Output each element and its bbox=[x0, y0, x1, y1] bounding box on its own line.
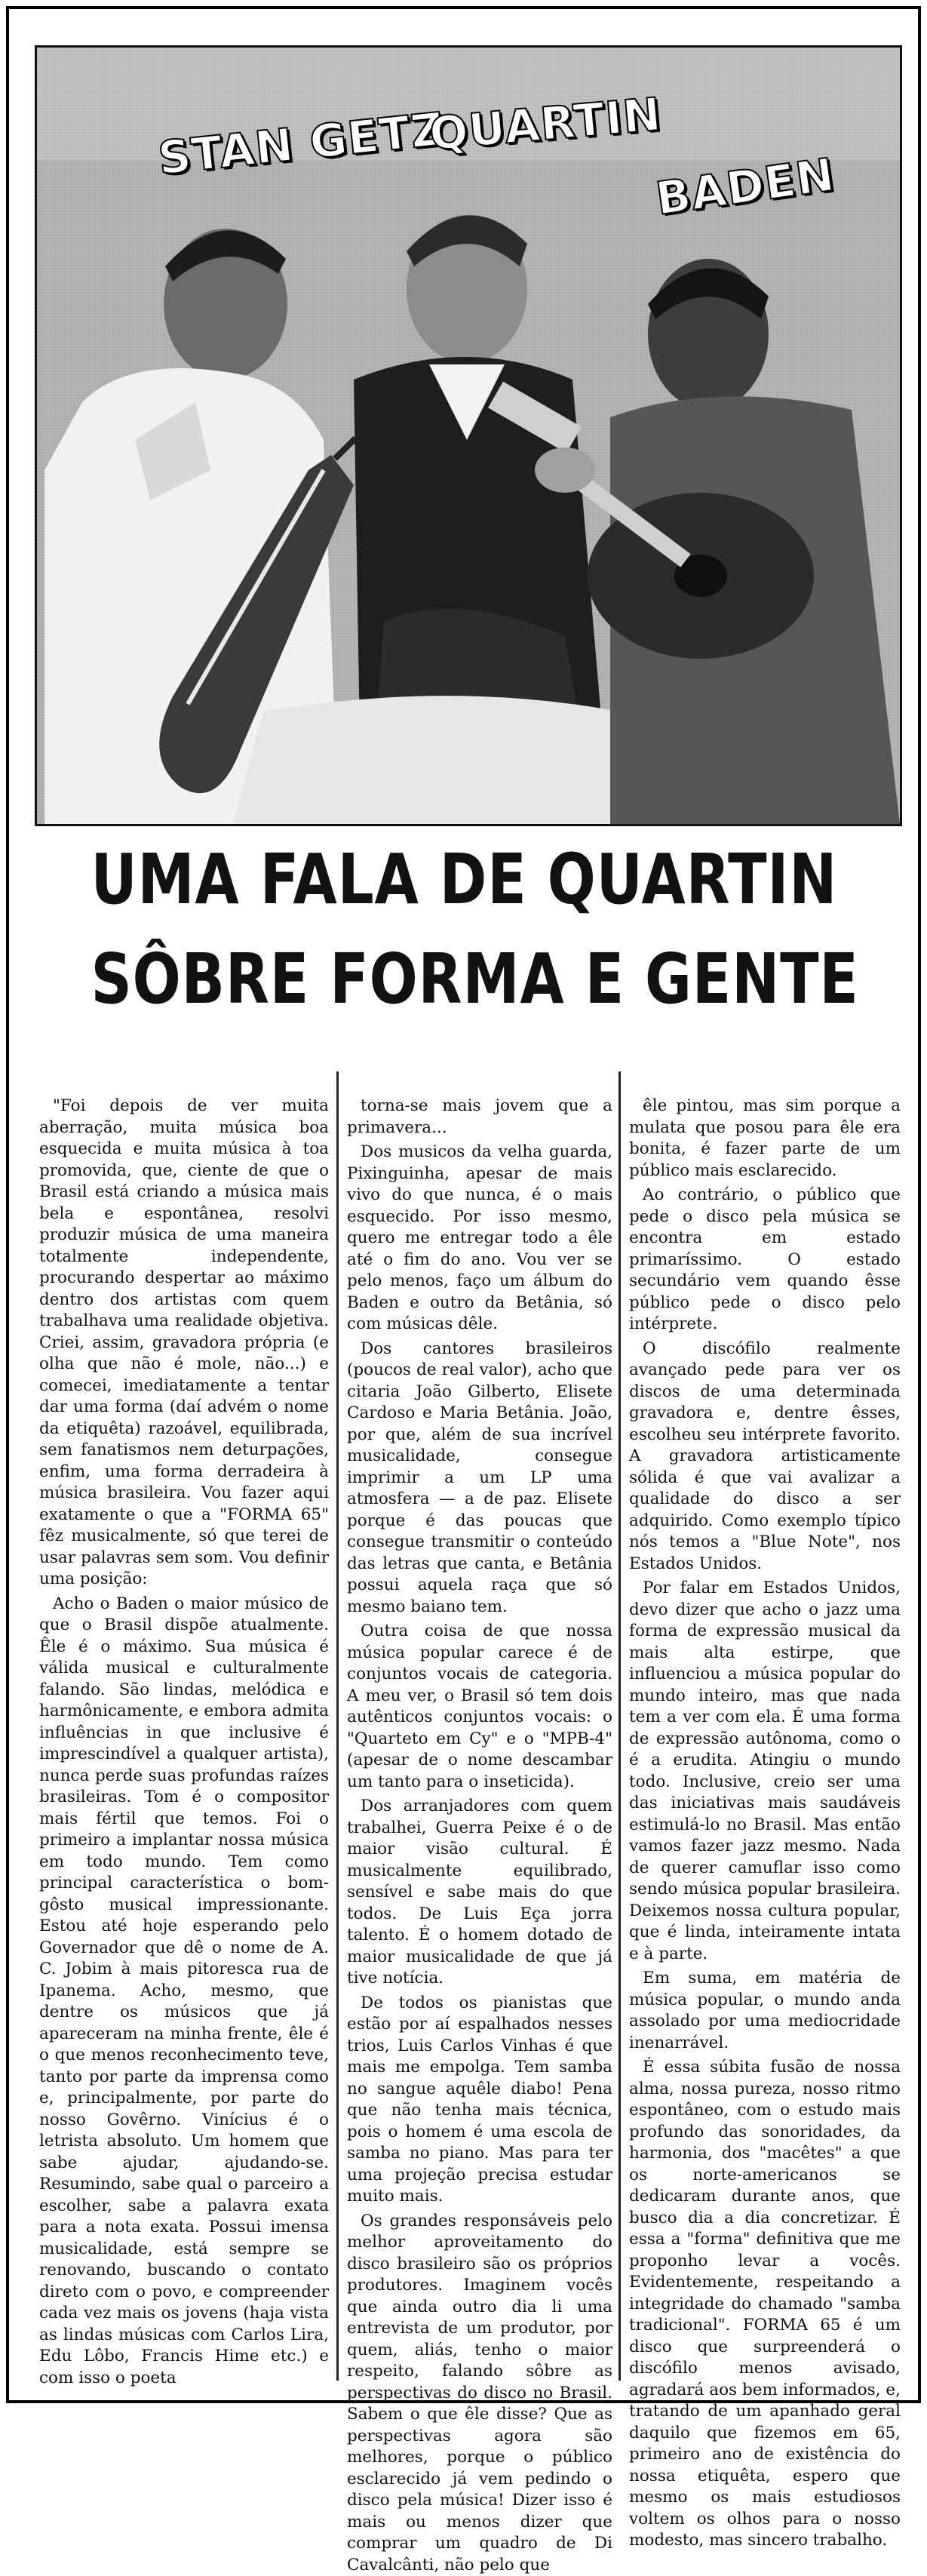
paragraph: Dos arranjadores com quem trabalhei, Guerra Peixe é o de maior visão cultural. É musicalmente equilibrado, sensível e sabe mais do que todos. De Luis Eça jorra talento. É o homem dotado de maior musicalidade de que já tive notícia. bbox=[347, 1796, 612, 1990]
paragraph: torna-se mais jovem que a primavera... bbox=[347, 1096, 612, 1139]
article-column-3 bbox=[629, 1096, 901, 2382]
paragraph: Outra coisa de que nossa música popular carece é de conjuntos vocais de categoria. A meu ver, o Brasil só tem dois autênticos conjuntos vocais: o "Quarteto em Cy" e o "MPB-4" (apesar de o nome descambar um tanto para o inseticida). bbox=[347, 1621, 612, 1793]
paragraph: êle pintou, mas sim porque a mulata que posou para êle era bonita, é fazer parte de um público mais esclarecido. bbox=[629, 1096, 901, 1182]
photo-label-quartin: QUARTIN bbox=[428, 92, 663, 158]
photo-label-stan-getz: STAN GETZ bbox=[156, 106, 447, 181]
article-column-2 bbox=[347, 1096, 612, 2382]
headline-line-1: UMA FALA DE QUARTIN bbox=[91, 845, 836, 915]
paragraph: De todos os pianistas que estão por aí espalhados nesses trios, Luis Carlos Vinhas é que mais me empolga. Tem samba no sangue aquêle diabo! Pena que não tenha mais técnica, pois o homem é uma escola de samba no piano. Mas para ter uma projeção precisa estudar muito mais. bbox=[347, 1993, 612, 2208]
paragraph: Em suma, em matéria de música popular, o mundo anda assolado por uma mediocridade inenarrável. bbox=[629, 1968, 901, 2054]
paragraph: Dos musicos da velha guarda, Pixinguinha, apesar de mais vivo do que nunca, é o mais esquecido. Por isso mesmo, quero me entregar todo a êle até o fim do ano. Vou ver se pelo menos, faço um álbum do Baden e outro da Betânia, só com músicas dêle. bbox=[347, 1142, 612, 1336]
paragraph: "Foi depois de ver muita aberração, muita música boa esquecida e muita música à toa promovida, que, ciente de que o Brasil está criando a música mais bela e espontânea, resolvi produzir música de uma maneira totalmente independente, procurando despertar ao máximo dentro dos artistas com quem trabalhava uma realidade objetiva. Criei, assim, gravadora própria (e olha que não é mole, não...) e comecei, imediatamente a tentar dar uma forma (daí advém o nome da etiquêta) razoável, equilibrada, sem fanatismos nem deturpações, enfim, uma forma derradeira à música brasileira. Vou fazer aqui exatamente o que a "FORMA 65" fêz musicalmente, só que terei de usar palavras sem som. Vou definir uma posição: bbox=[39, 1096, 329, 1591]
newspaper-clipping bbox=[6, 6, 921, 2403]
headline-line-2: SÔBRE FORMA E GENTE bbox=[91, 945, 836, 1014]
paragraph: Dos cantores brasileiros (poucos de real valor), acho que citaria João Gilberto, Elisete Cardoso e Maria Betânia. João, por que, além de sua incrível musicalidade, consegue imprimir a um LP uma atmosfera — a de paz. Elisete porque é das poucas que consegue transmitir o conteúdo das letras que canta, e Betânia possui aquela raça que só mesmo baiano tem. bbox=[347, 1339, 612, 1618]
photo-label-baden: BADEN bbox=[653, 152, 837, 223]
column-divider bbox=[619, 1071, 621, 2381]
article-photo bbox=[35, 45, 902, 826]
paragraph: O discófilo realmente avançado pede para ver os discos de uma determinada gravadora e, dentre êsses, escolheu seu intérprete favorito. A gravadora artisticamente sólida é que vai avalizar a qualidade do disco a ser adquirido. Como exemplo típico nós temos a "Blue Note", nos Estados Unidos. bbox=[629, 1339, 901, 1575]
paragraph: Acho o Baden o maior músico de que o Brasil dispõe atualmente. Êle é o máximo. Sua música é válida musical e culturalmente falando. São lindas, melódica e harmônicamente, e embora admita influências in que inclusive é imprescindível a qualquer artista), nunca perde suas profundas raízes brasileiras. Tom é o compositor mais fértil que temos. Foi o primeiro a implantar nossa música em todo mundo. Tem como principal característica o bom-gôsto musical impressionante. Estou até hoje esperando pelo Governador que dê o nome de A. C. Jobim à mais pitoresca rua de Ipanema. Acho, mesmo, que dentre os músicos que já apareceram na minha frente, êle é o que menos reconhecimento teve, tanto por parte da imprensa como e, principalmente, por parte do nosso Govêrno. Vinícius é o letrista absoluto. Um homem que sabe ajudar, ajudando-se. Resumindo, sabe qual o parceiro a escolher, sabe a palavra exata para a nota exata. Possui imensa musicalidade, está sempre se renovando, buscando o contato direto com o povo, e compreender cada vez mais os jovens (haja vista as lindas músicas com Carlos Lira, Edu Lôbo, Francis Hime etc.) e com isso o poeta bbox=[39, 1594, 329, 2390]
article-column-1 bbox=[39, 1096, 329, 2382]
paragraph: Os grandes responsáveis pelo melhor aproveitamento do disco brasileiro são os próprios produtores. Imaginem vocês que ainda outro dia li uma entrevista de um produtor, por quem, aliás, tenho o maior respeito, falando sôbre as perspectivas do disco no Brasil. Sabem o que êle disse? Que as perspectivas agora são melhores, porque o público esclarecido já vem pedindo o disco pela música! Dizer isso é mais ou menos dizer que comprar um quadro de Di Cavalcânti, não pelo que bbox=[347, 2211, 612, 2576]
paragraph: Ao contrário, o público que pede o disco pela música se encontra em estado primaríssimo. O estado secundário vem quando êsse público pede o disco pelo intérprete. bbox=[629, 1185, 901, 1336]
paragraph: Por falar em Estados Unidos, devo dizer que acho o jazz uma forma de expressão musical da mais alta estirpe, que influenciou a música popular do mundo inteiro, mas que nada tem a ver com ela. É uma forma de expressão autônoma, como o é a erudita. Atingiu o mundo todo. Inclusive, creio ser uma das iniciativas mais saudáveis estimulá-lo no Brasil. Mas então vamos fazer jazz mesmo. Nada de querer camuflar isso como sendo música popular brasileira. Deixemos nossa cultura popular, que é linda, inteiramente intata e à parte. bbox=[629, 1578, 901, 1965]
paragraph: É essa súbita fusão de nossa alma, nossa pureza, nosso ritmo espontâneo, com o estudo mais profundo das sonoridades, da harmonia, dos "macêtes" a que os norte-americanos se dedicaram durante anos, que busco dia a dia concretizar. É essa a "forma" definitiva que me proponho levar a vocês. Evidentemente, respeitando a integridade do chamado "samba tradicional". FORMA 65 é um disco que surpreenderá o discófilo menos avisado, agradará aos bem informados, e, tratando de um apanhado geral daquilo que fizemos em 65, primeiro ano de existência do nossa etiquêta, espero que mesmo os mais estudiosos voltem os olhos para o nosso modesto, mas sincero trabalho. bbox=[629, 2057, 901, 2552]
column-divider bbox=[336, 1071, 339, 2381]
